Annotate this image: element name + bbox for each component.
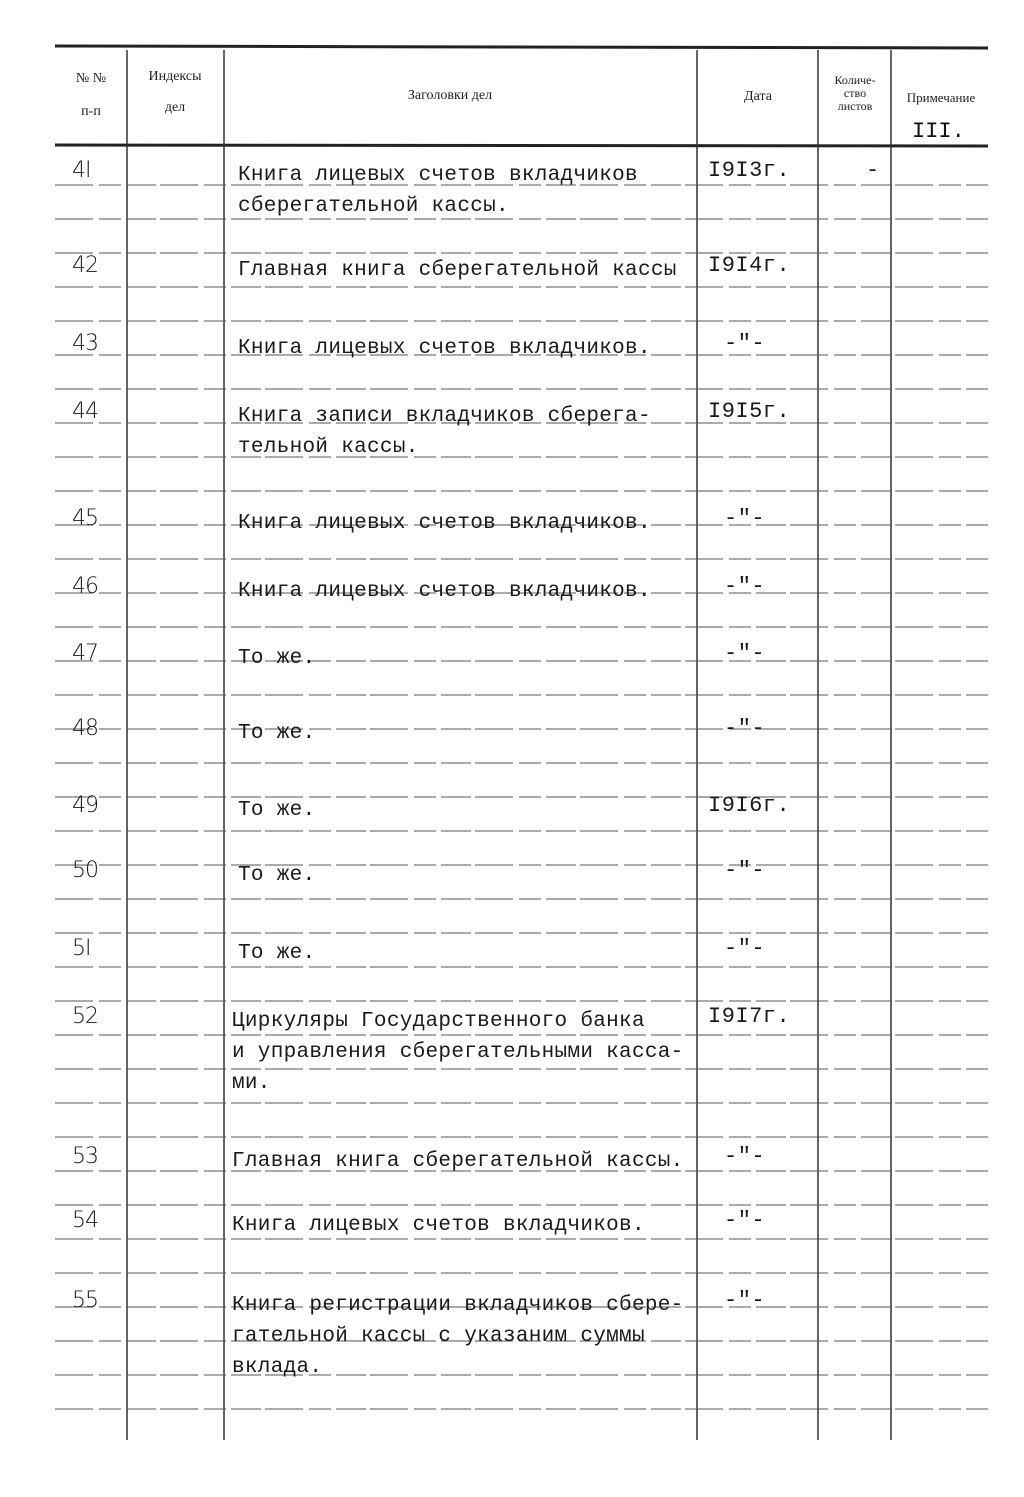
row-number: 4I <box>72 158 91 183</box>
header-count-line2: ство <box>843 86 867 100</box>
header-date-col: Дата <box>744 89 772 104</box>
row-number: 48 <box>72 716 98 741</box>
row-title-line: вклада. <box>232 1356 323 1379</box>
header-top-border <box>55 46 988 48</box>
row-title-line: Главная книга сберегательной кассы. <box>232 1150 684 1173</box>
header-bottom-border <box>55 145 988 146</box>
header-index-col <box>130 68 220 116</box>
row-title-line: Книга лицевых счетов вкладчиков. <box>232 1214 645 1237</box>
row-title-line: ми. <box>232 1072 271 1095</box>
row-date: I9I5г. <box>708 399 791 424</box>
row-date: -"- <box>724 858 766 883</box>
row-title-line: Книга лицевых счетов вкладчиков. <box>238 337 651 360</box>
row-number: 52 <box>72 1004 98 1029</box>
row-date: -"- <box>724 716 766 741</box>
header-count-line3: листов <box>837 99 873 113</box>
row-title-line: тельной кассы. <box>238 436 419 459</box>
header-index-line1: Индексы <box>148 69 202 84</box>
row-title-line: Книга лицевых счетов вкладчиков. <box>238 512 651 535</box>
header-index-line2: дел <box>164 100 186 115</box>
row-title-line: сберегательной кассы. <box>238 195 509 218</box>
row-title-line: Книга лицевых счетов вкладчиков. <box>238 580 651 603</box>
row-number: 55 <box>72 1288 98 1313</box>
row-title-line: Книга лицевых счетов вкладчиков <box>238 164 638 187</box>
row-date: -"- <box>724 936 766 961</box>
row-date: I9I7г. <box>708 1004 791 1029</box>
row-date: I9I4г. <box>708 253 791 278</box>
row-number: 5I <box>72 936 91 961</box>
row-title-line: То же. <box>238 864 316 887</box>
row-number: 50 <box>72 858 98 883</box>
row-date: -"- <box>724 641 766 666</box>
header-num-col <box>62 70 120 120</box>
row-title-line: То же. <box>238 722 316 745</box>
row-title-line: и управления сберегательными касса- <box>232 1041 684 1064</box>
row-date: -"- <box>724 1144 766 1169</box>
row-number: 53 <box>72 1144 98 1169</box>
row-title-line: гательной кассы с указаним суммы <box>232 1325 645 1348</box>
row-number: 47 <box>72 641 98 666</box>
row-sheet-count: - <box>866 158 880 183</box>
header-num-line1: № № <box>75 71 107 86</box>
row-date: -"- <box>724 574 766 599</box>
row-title-line: То же. <box>238 799 316 822</box>
row-number: 45 <box>72 506 98 531</box>
row-number: 54 <box>72 1208 98 1233</box>
row-title-line: Циркуляры Государственного банка <box>232 1010 645 1033</box>
row-date: -"- <box>724 1208 766 1233</box>
row-number: 46 <box>72 574 98 599</box>
row-date: I9I6г. <box>708 793 791 818</box>
row-title-line: Книга регистрации вкладчиков сбере- <box>232 1294 684 1317</box>
header-title-col: Заголовки дел <box>407 88 493 103</box>
row-date: -"- <box>724 506 766 531</box>
row-number: 42 <box>72 253 98 278</box>
row-title-line: Книга записи вкладчиков сберега- <box>238 405 651 428</box>
header-num-line2: п-п <box>81 104 101 119</box>
page-number: III. <box>912 119 965 144</box>
row-number: 43 <box>72 331 98 356</box>
row-title-line: То же. <box>238 647 316 670</box>
header-count-col <box>819 74 891 113</box>
row-number: 44 <box>72 399 98 424</box>
row-number: 49 <box>72 793 98 818</box>
row-date: -"- <box>724 1288 766 1313</box>
header-count-line1: Количе- <box>834 73 876 87</box>
row-date: -"- <box>724 331 766 356</box>
row-date: I9I3г. <box>708 158 791 183</box>
header-note-col: Примечание <box>906 90 976 105</box>
row-title-line: То же. <box>238 942 316 965</box>
row-title-line: Главная книга сберегательной кассы <box>238 259 677 282</box>
